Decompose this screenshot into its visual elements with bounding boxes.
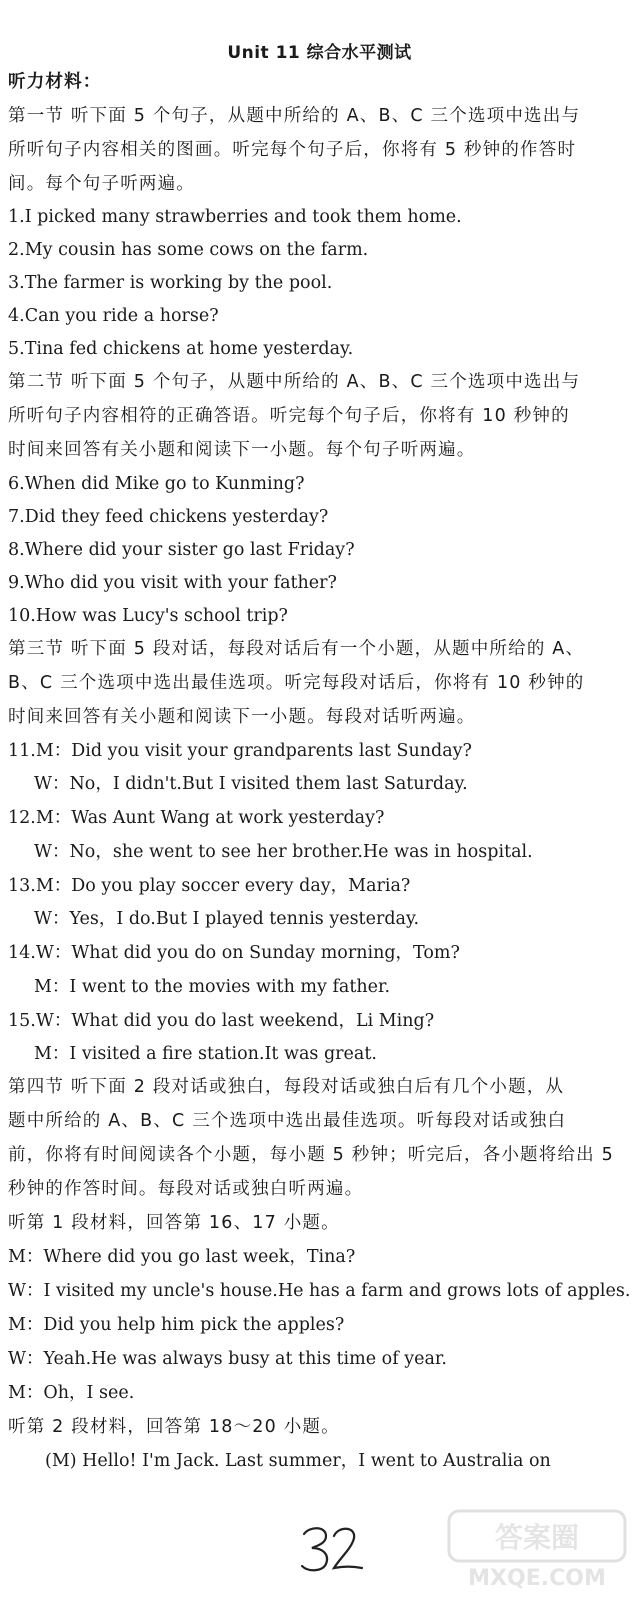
dialogue-line: W：No，she went to see her brother.He was in hospital. (34, 842, 533, 862)
text-line: 所听句子内容相关的图画。听完每个句子后，你将有 5 秒钟的作答时 (8, 140, 577, 160)
dialogue-line: W：Yeah.He was always busy at this time of year. (8, 1349, 447, 1369)
text-line: 时间来回答有关小题和阅读下一小题。每段对话听两遍。 (8, 707, 476, 727)
dialogue-line: M：Oh，I see. (8, 1383, 135, 1403)
text-line: 所听句子内容相符的正确答语。听完每个句子后，你将有 10 秒钟的 (8, 406, 570, 426)
text-line: 间。每个句子听两遍。 (8, 174, 195, 194)
svg-text:答案圈: 答案圈 (494, 1521, 580, 1554)
dialogue-line: 13.M：Do you play soccer every day，Maria? (8, 876, 411, 896)
page-title: Unit 11 综合水平测试 (227, 43, 412, 63)
question-line: 1.I picked many strawberries and took them home. (8, 207, 462, 227)
question-line: 3.The farmer is working by the pool. (8, 273, 333, 293)
text-line: 前，你将有时间阅读各个小题，每小题 5 秒钟；听完后，各小题将给出 5 (8, 1145, 614, 1165)
dialogue-line: M：Where did you go last week，Tina? (8, 1247, 356, 1267)
text-line: 秒钟的作答时间。每段对话或独白听两遍。 (8, 1179, 364, 1199)
dialogue-line: M：Did you help him pick the apples? (8, 1315, 345, 1335)
question-line: 10.How was Lucy's school trip? (8, 606, 288, 626)
handwritten-page-number (296, 1518, 366, 1578)
question-line: 8.Where did your sister go last Friday? (8, 540, 355, 560)
text-line: 听第 2 段材料，回答第 18～20 小题。 (8, 1417, 340, 1437)
text-line: 时间来回答有关小题和阅读下一小题。每个句子听两遍。 (8, 440, 476, 460)
section-heading: 听力材料： (8, 72, 102, 92)
text-line: 题中所给的 A、B、C 三个选项中选出最佳选项。听每段对话或独白 (8, 1111, 567, 1131)
dialogue-line: 15.W：What did you do last weekend，Li Ming? (8, 1011, 435, 1031)
question-line: 6.When did Mike go to Kunming? (8, 474, 305, 494)
dialogue-line: M：I visited a fire station.It was great. (34, 1044, 377, 1064)
question-line: 5.Tina fed chickens at home yesterday. (8, 339, 354, 359)
text-line: 第二节 听下面 5 个句子，从题中所给的 A、B、C 三个选项中选出与 (8, 372, 581, 392)
dialogue-line: 11.M：Did you visit your grandparents last Sunday? (8, 741, 472, 761)
dialogue-line: W：No，I didn't.But I visited them last Saturday. (34, 774, 468, 794)
question-line: 7.Did they feed chickens yesterday? (8, 507, 329, 527)
dialogue-line: W：Yes，I do.But I played tennis yesterday. (34, 909, 420, 929)
dialogue-line: 12.M：Was Aunt Wang at work yesterday? (8, 808, 385, 828)
text-line: 听第 1 段材料，回答第 16、17 小题。 (8, 1213, 340, 1233)
text-line: (M) Hello! I'm Jack. Last summer，I went to Australia on (45, 1451, 551, 1471)
dialogue-line: M：I went to the movies with my father. (34, 977, 391, 997)
watermark-logo (439, 1505, 635, 1595)
text-line: B、C 三个选项中选出最佳选项。听完每段对话后，你将有 10 秒钟的 (8, 673, 585, 693)
question-line: 4.Can you ride a horse? (8, 306, 219, 326)
svg-text:MXQE.COM: MXQE.COM (468, 1566, 606, 1591)
question-line: 2.My cousin has some cows on the farm. (8, 240, 369, 260)
text-line: 第四节 听下面 2 段对话或独白，每段对话或独白后有几个小题，从 (8, 1077, 565, 1097)
text-line: 第一节 听下面 5 个句子，从题中所给的 A、B、C 三个选项中选出与 (8, 106, 581, 126)
question-line: 9.Who did you visit with your father? (8, 573, 337, 593)
text-line: 第三节 听下面 5 段对话，每段对话后有一个小题，从题中所给的 A、 (8, 639, 585, 659)
dialogue-line: W：I visited my uncle's house.He has a farm and grows lots of apples. (8, 1281, 631, 1301)
dialogue-line: 14.W：What did you do on Sunday morning，Tom? (8, 943, 460, 963)
